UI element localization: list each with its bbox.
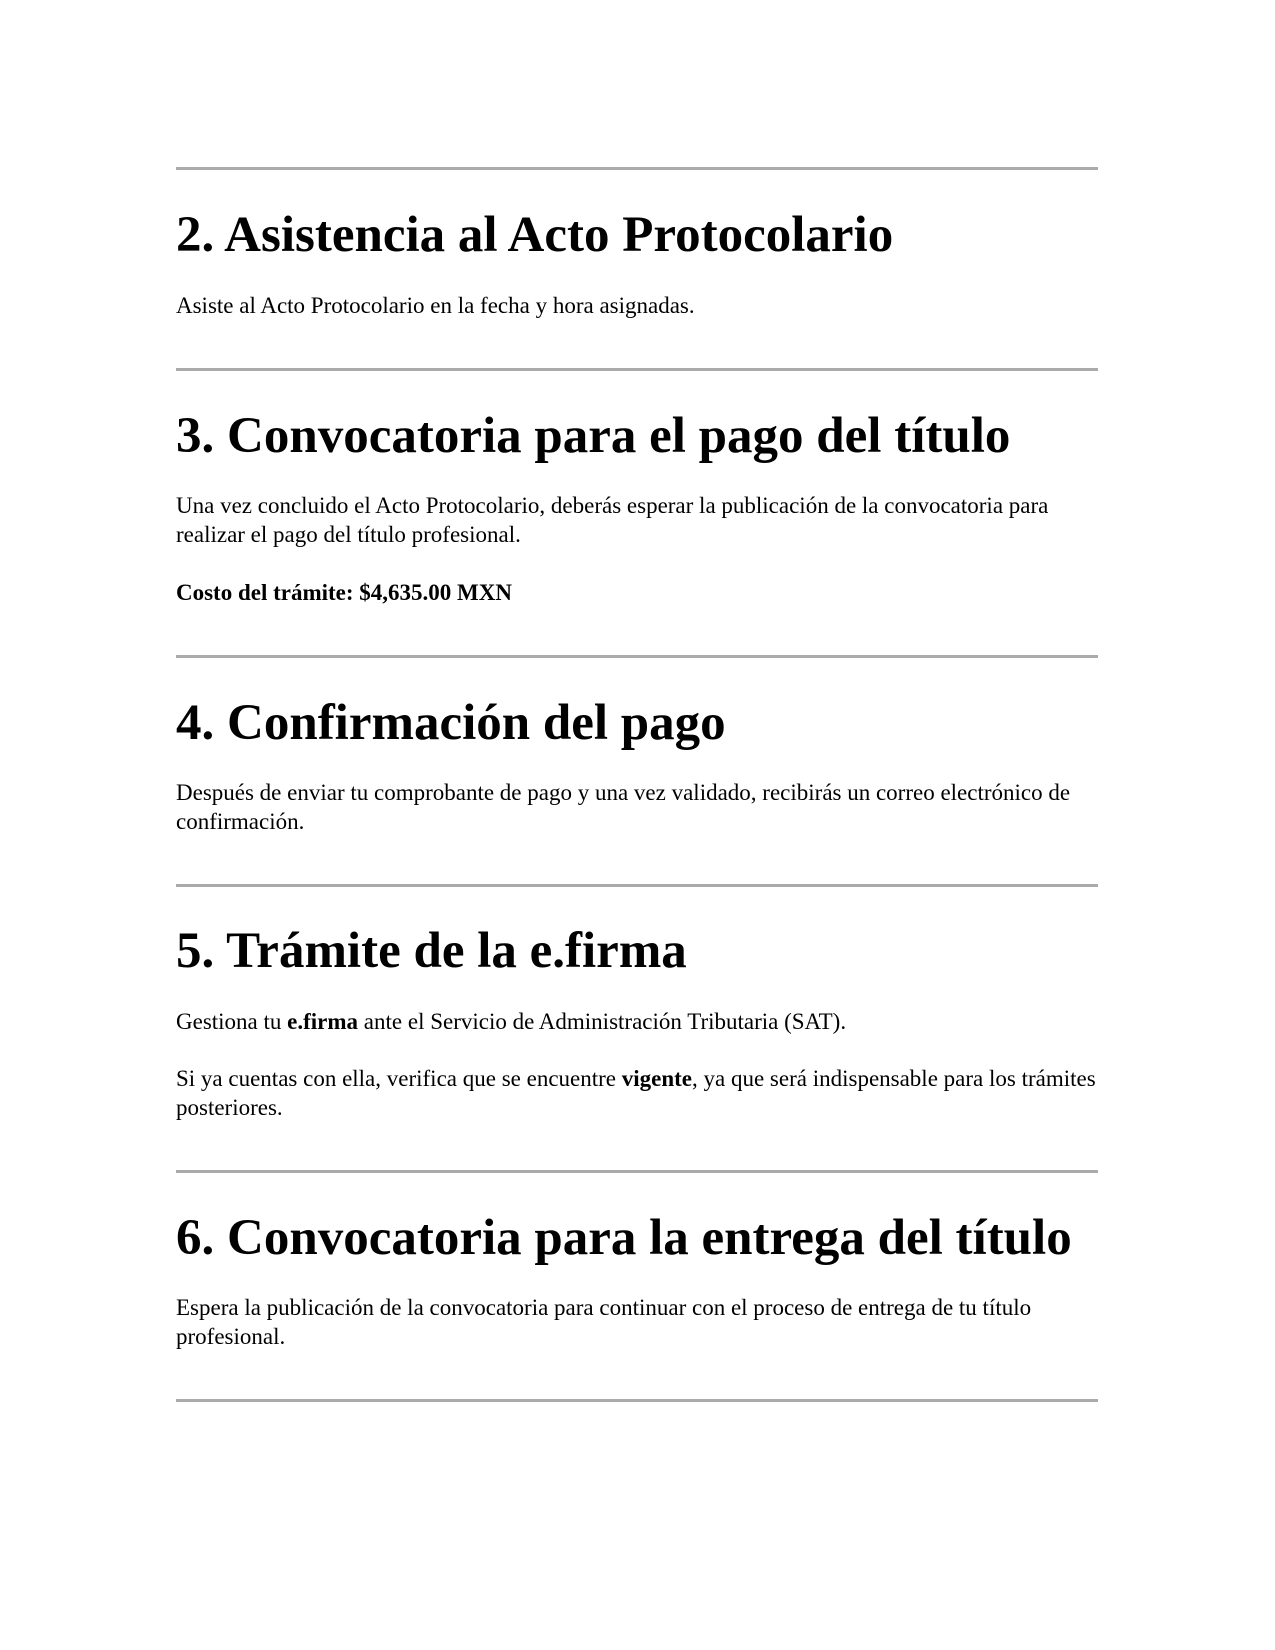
section-6-paragraph: Espera la publicación de la convocatoria para continuar con el proceso de entrega de tu título profesional. [176,1295,1032,1349]
section-divider [176,167,1098,170]
section-6-heading: 6. Convocatoria para la entrega del título [176,1210,1072,1266]
section-3-paragraph: Una vez concluido el Acto Protocolario, deberás esperar la publicación de la convocatoria para realizar el pago del título profesional. [176,493,1049,547]
section-divider [176,1399,1098,1402]
section-divider [176,884,1098,887]
section-divider [176,655,1098,658]
section-2-paragraph: Asiste al Acto Protocolario en la fecha y hora asignadas. [176,293,695,318]
section-4-heading: 4. Confirmación del pago [176,695,726,751]
section-divider [176,1170,1098,1173]
section-5-paragraph-vigente [176,1064,1096,1122]
vigente-emphasis: vigente [621,1066,693,1091]
section-3-heading: 3. Convocatoria para el pago del título [176,408,1011,464]
section-5-paragraph-efirma [176,1007,1096,1036]
section-2-heading: 2. Asistencia al Acto Protocolario [176,207,894,263]
paragraph-text: ante el Servicio de Administración Tributaria (SAT). [358,1009,847,1034]
efirma-emphasis: e.firma [287,1009,359,1034]
section-4-paragraph: Después de enviar tu comprobante de pago y una vez validado, recibirás un correo electrónico de confirmación. [176,780,1071,834]
paragraph-text: Gestiona tu [176,1009,288,1034]
section-divider [176,368,1098,371]
paragraph-text: Si ya cuentas con ella, verifica que se encuentre [176,1066,622,1091]
paragraph-text: , ya que será indispensable para los trámites posteriores. [176,1066,1096,1120]
cost-label: Costo del trámite: $4,635.00 MXN [176,580,512,605]
section-5-heading: 5. Trámite de la e.firma [176,923,687,979]
